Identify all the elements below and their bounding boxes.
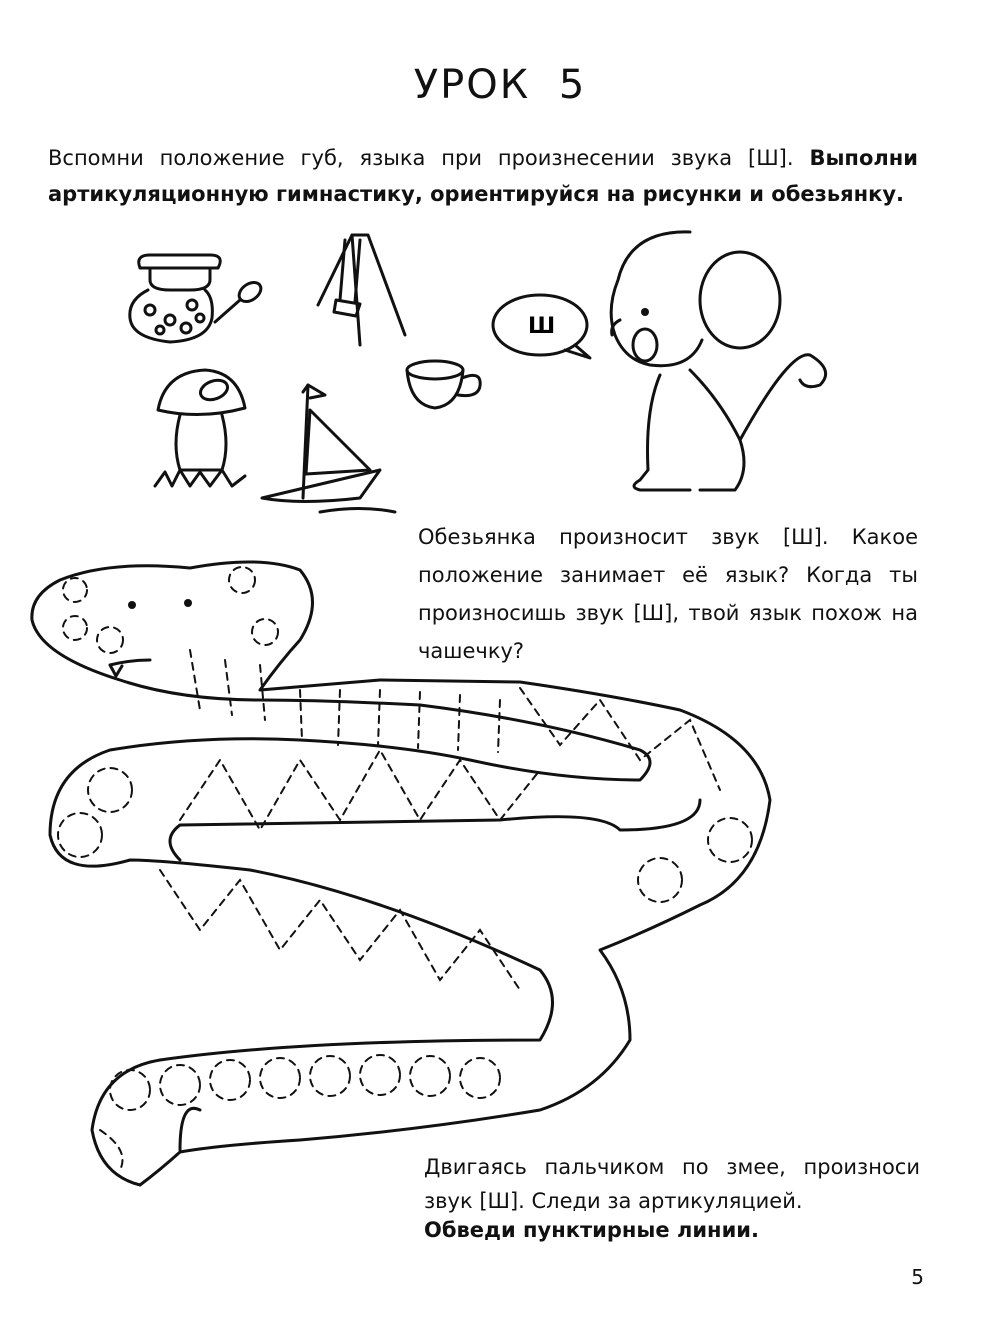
swing-icon [318,235,405,345]
cup-icon [407,361,480,408]
speech-bubble [493,295,590,358]
sailboat-icon [262,385,395,512]
page-title: УРОК 5 [413,62,587,108]
speech-bubble-letter: Ш [528,314,556,339]
page-number: 5 [911,1265,924,1289]
monkey-question-text: Обезьянка произносит звук [Ш]. Какое положение занимает её язык? Когда ты произносишь звук [Ш], твой язык похож на чашечку? [418,525,918,663]
snake-task-text: Обведи пунктирные линии. [424,1218,759,1242]
jar-icon [130,255,220,342]
intro-bold-text: Выполни артикуляционную гимнастику, ориентируйся на рисунки и обезьянку. [48,146,918,206]
intro-plain-text: Вспомни положение губ, языка при произнесении звука [Ш]. [48,146,794,170]
spoon-icon [215,279,264,322]
monkey-icon [611,232,825,490]
mushroom-icon [155,370,245,486]
snake-instruction-text: Двигаясь пальчиком по змее, произноси звук [Ш]. Следи за артикуляцией. [424,1155,920,1213]
